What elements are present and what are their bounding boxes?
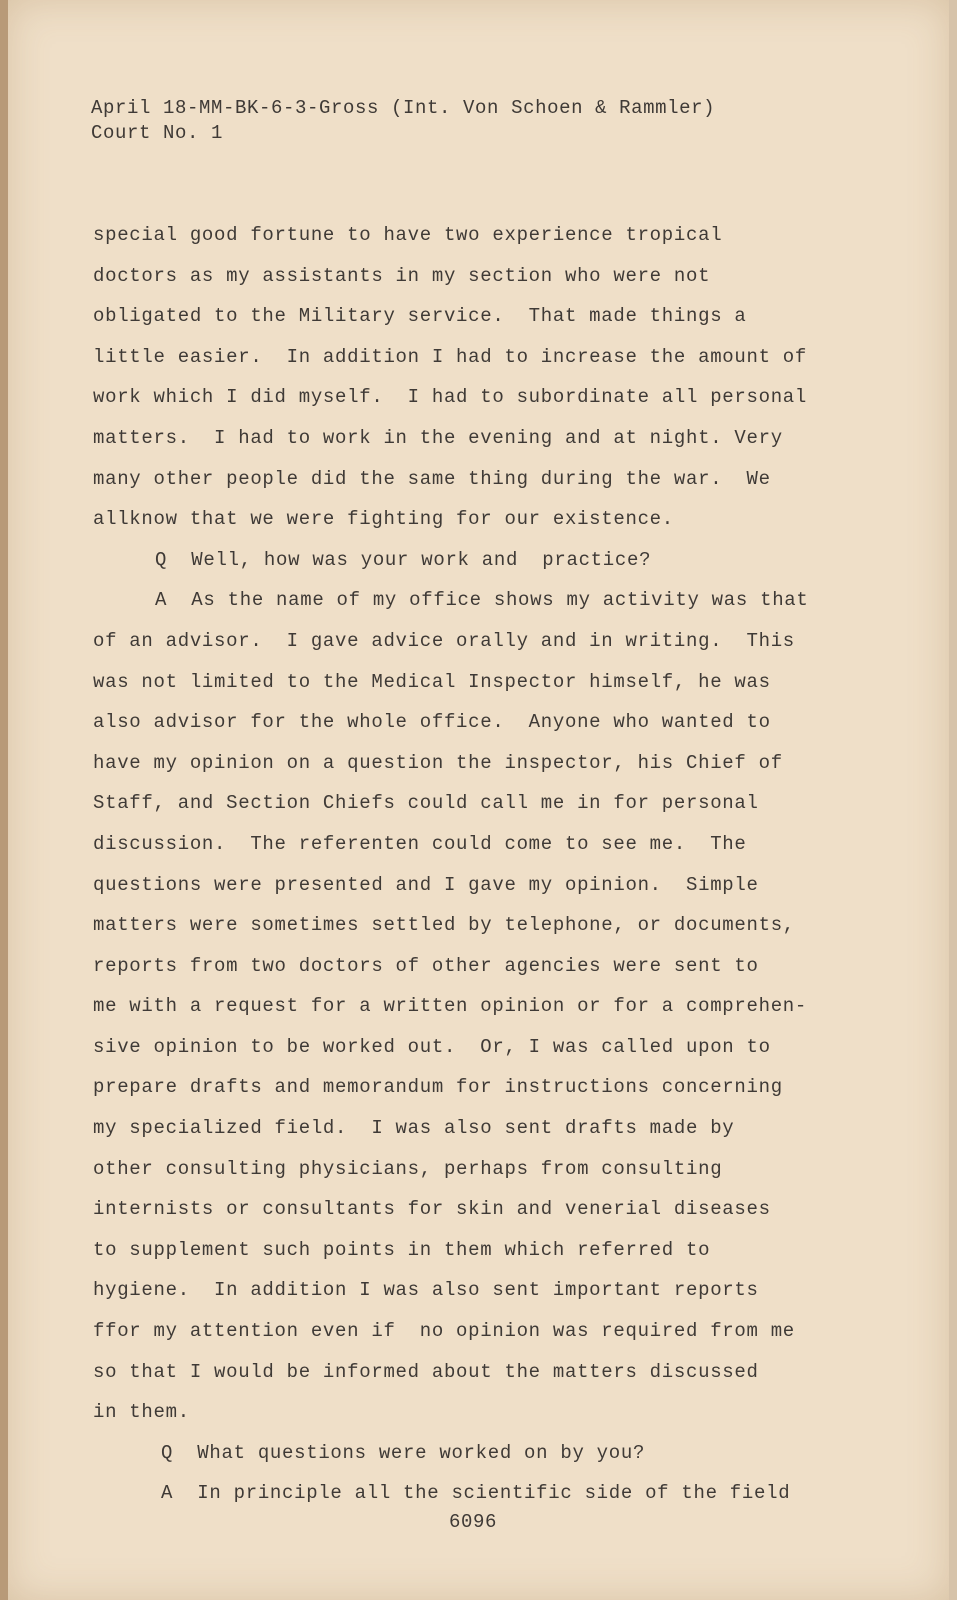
transcript-line: special good fortune to have two experience tropical — [93, 224, 723, 246]
answer-line: A In principle all the scientific side of the field — [161, 1482, 791, 1505]
transcript-line: sive opinion to be worked out. Or, I was called upon to — [93, 1035, 771, 1058]
transcript-line: matters. I had to work in the evening and at night. Very — [93, 426, 783, 449]
transcript-line: me with a request for a written opinion or for a comprehen- — [93, 995, 808, 1018]
transcript-line: was not limited to the Medical Inspector himself, he was — [93, 670, 771, 693]
transcript-line: Staff, and Section Chiefs could call me in for personal — [93, 792, 759, 815]
header-case-reference: April 18-MM-BK-6-3-Gross (Int. Von Schoen & Rammler) — [91, 97, 716, 119]
transcript-line: ffor my attention even if no opinion was required from me — [93, 1320, 795, 1343]
transcript-line: work which I did myself. I had to subordinate all personal — [93, 386, 808, 409]
transcript-line: reports from two doctors of other agencies were sent to — [93, 954, 759, 977]
transcript-line: of an advisor. I gave advice orally and in writing. This — [93, 629, 795, 652]
question-line: Q What questions were worked on by you? — [161, 1441, 646, 1464]
page-number: 6096 — [449, 1511, 498, 1533]
answer-line: A As the name of my office shows my activity was that — [155, 589, 809, 612]
transcript-line: obligated to the Military service. That made things a — [93, 305, 747, 328]
transcript-line: so that I would be informed about the matters discussed — [93, 1360, 759, 1383]
transcript-line: have my opinion on a question the inspector, his Chief of — [93, 751, 783, 774]
transcript-line: my specialized field. I was also sent drafts made by — [93, 1117, 735, 1140]
document-page — [8, 0, 949, 1600]
transcript-line: hygiene. In addition I was also sent important reports — [93, 1279, 759, 1302]
transcript-line: in them. — [93, 1401, 190, 1424]
header-court: Court No. 1 — [91, 122, 224, 144]
transcript-line: questions were presented and I gave my opinion. Simple — [93, 873, 759, 896]
transcript-line: also advisor for the whole office. Anyone who wanted to — [93, 711, 771, 734]
transcript-line: allknow that we were fighting for our existence. — [93, 508, 674, 531]
transcript-line: many other people did the same thing during the war. We — [93, 467, 771, 490]
transcript-body — [93, 215, 933, 1514]
page-edge — [0, 0, 8, 1600]
transcript-line: internists or consultants for skin and venerial diseases — [93, 1198, 771, 1221]
transcript-line: other consulting physicians, perhaps from consulting — [93, 1157, 723, 1180]
transcript-line: little easier. In addition I had to increase the amount of — [93, 345, 808, 368]
transcript-line: discussion. The referenten could come to see me. The — [93, 832, 747, 855]
question-line: Q Well, how was your work and practice? — [155, 548, 652, 571]
transcript-line: matters were sometimes settled by telephone, or documents, — [93, 914, 795, 937]
transcript-line: doctors as my assistants in my section who were not — [93, 264, 711, 287]
transcript-line: to supplement such points in them which referred to — [93, 1238, 711, 1261]
transcript-line: prepare drafts and memorandum for instructions concerning — [93, 1076, 783, 1099]
